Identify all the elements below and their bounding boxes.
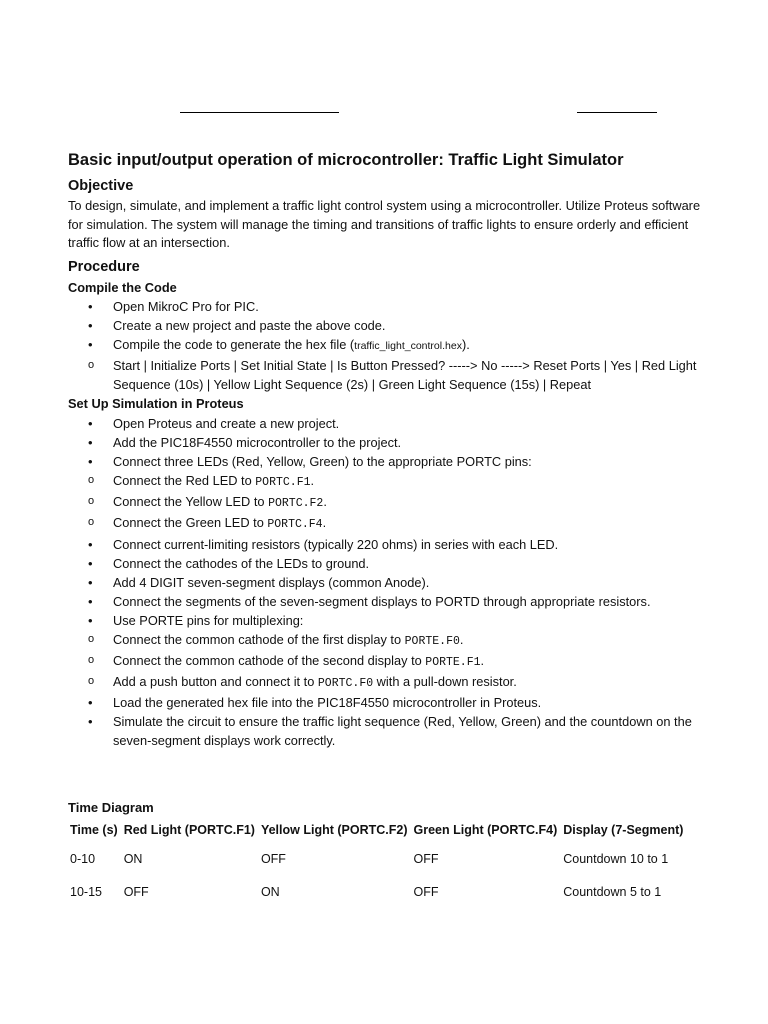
list-item-text: Add a push button and connect it to	[113, 674, 318, 690]
table-cell: 0-10	[70, 851, 96, 866]
table-cell: ON	[123, 851, 143, 866]
list-item-suffix: .	[459, 632, 464, 647]
objective-text: To design, simulate, and implement a traffic light control system using a microcontroller. Utilize Proteus software for simulation. The system will manage the timing and transitions of traffic lights to ensure orderly and efficient traffic flow at an intersection.	[68, 198, 701, 250]
pin-code: PORTC.F0	[317, 677, 374, 691]
procedure-heading: Procedure	[68, 258, 140, 275]
list-item	[68, 492, 708, 513]
list-item-text: Connect the segments of the seven-segment displays to PORTD through appropriate resistors.	[113, 593, 651, 609]
time-diagram-table	[68, 818, 697, 908]
pin-code: PORTC.F4	[267, 518, 323, 532]
table-body	[68, 842, 697, 908]
list-item-text: Connect the Red LED to	[113, 473, 256, 489]
list-item	[68, 513, 708, 534]
bullet-icon: •	[88, 714, 93, 730]
table-cell: Countdown 5 to 1	[563, 884, 662, 899]
list-item-suffix: with a pull-down resistor.	[373, 674, 517, 690]
list-item	[68, 297, 708, 316]
column-header: Green Light (PORTC.F4)	[413, 823, 558, 837]
list-item	[68, 535, 708, 554]
list-item	[68, 554, 708, 573]
list-item	[68, 452, 708, 471]
bullet-icon: •	[88, 299, 93, 314]
bullet-icon: •	[88, 435, 93, 451]
page-title: Basic input/output operation of microcontroller: Traffic Light Simulator	[68, 151, 624, 169]
list-item	[68, 651, 708, 672]
list-item	[68, 630, 708, 651]
bullet-icon: •	[88, 415, 93, 431]
table-cell: 10-15	[70, 884, 102, 899]
circle-bullet-icon: o	[88, 675, 95, 688]
list-item	[68, 414, 708, 433]
list-item-text: Simulate the circuit to ensure the traffic light sequence (Red, Yellow, Green) and the countdown on the seven-segment displays work correctly.	[113, 714, 692, 749]
list-item-text: Connect the Yellow LED to	[113, 494, 269, 510]
list-item	[68, 573, 708, 592]
list-item-suffix: .	[323, 494, 327, 510]
pin-code: PORTE.F1	[425, 656, 481, 670]
table-cell: ON	[260, 884, 280, 899]
column-header: Yellow Light (PORTC.F2)	[260, 823, 408, 837]
document-body	[68, 149, 708, 751]
list-item-text: Create a new project and paste the above code.	[113, 318, 386, 334]
blank-line-left	[180, 112, 339, 113]
list-item-text: Connect the Green LED to	[113, 515, 268, 531]
list-item-text: Connect the cathodes of the LEDs to ground.	[113, 555, 370, 571]
bullet-icon: •	[88, 695, 93, 711]
list-item-text: Start | Initialize Ports | Set Initial State | Is Button Pressed? -----> No -----> Reset Ports | Yes | Red Light Sequence (10s) | Yellow Light Sequence (2s) | Green Light Sequence (15s) | Repeat	[113, 358, 697, 393]
column-header: Time (s)	[70, 823, 118, 837]
bullet-icon: •	[88, 612, 93, 628]
table-cell: OFF	[260, 851, 286, 866]
list-item-text: Load the generated hex file into the PIC18F4550 microcontroller in Proteus.	[113, 695, 542, 711]
list-item-text: Connect current-limiting resistors (typically 220 ohms) in series with each LED.	[113, 536, 559, 552]
filename-text: traffic_light_control.hex	[354, 340, 462, 353]
list-item-text: Connect three LEDs (Red, Yellow, Green) to the appropriate PORTC pins:	[113, 454, 532, 470]
bullet-icon: •	[88, 574, 93, 590]
table-cell: OFF	[413, 851, 439, 866]
circle-bullet-icon: o	[88, 359, 95, 372]
table-row	[68, 842, 697, 875]
list-item-text: Add 4 DIGIT seven-segment displays (common Anode).	[113, 574, 430, 590]
list-item	[68, 611, 708, 630]
blank-line-right	[577, 112, 657, 113]
list-item-suffix: .	[480, 653, 485, 669]
circle-bullet-icon: o	[88, 654, 95, 667]
pin-code: PORTE.F0	[404, 635, 460, 648]
table-row	[68, 875, 697, 908]
objective-heading: Objective	[68, 178, 134, 194]
column-header: Display (7-Segment)	[563, 823, 684, 837]
simulation-steps-list	[68, 414, 708, 751]
list-item	[68, 356, 708, 394]
list-item-text: Connect the common cathode of the second display to	[113, 653, 426, 669]
bullet-icon: •	[88, 593, 93, 609]
list-item-text: Open MikroC Pro for PIC.	[113, 299, 259, 314]
bullet-icon: •	[88, 337, 93, 353]
bullet-icon: •	[88, 454, 93, 470]
circle-bullet-icon: o	[88, 495, 95, 508]
bullet-icon: •	[88, 536, 93, 552]
list-item-suffix: .	[322, 515, 327, 531]
list-item	[68, 672, 708, 693]
simulation-heading: Set Up Simulation in Proteus	[68, 396, 244, 412]
list-item-text: Add the PIC18F4550 microcontroller to the project.	[113, 435, 402, 451]
list-item	[68, 433, 708, 452]
compile-heading: Compile the Code	[68, 279, 177, 295]
list-item-text: Open Proteus and create a new project.	[113, 415, 340, 431]
pin-code: PORTC.F1	[255, 476, 311, 490]
table-cell: OFF	[413, 884, 439, 899]
list-item-suffix: .	[310, 473, 315, 489]
circle-bullet-icon: o	[88, 474, 95, 487]
circle-bullet-icon: o	[88, 633, 95, 645]
pin-code: PORTC.F2	[268, 497, 324, 511]
bullet-icon: •	[88, 555, 93, 571]
list-item	[68, 712, 708, 750]
list-item	[68, 471, 708, 492]
list-item-suffix: ).	[461, 337, 470, 353]
circle-bullet-icon: o	[88, 516, 95, 529]
time-diagram-heading: Time Diagram	[68, 800, 154, 815]
column-header: Red Light (PORTC.F1)	[123, 823, 255, 837]
list-item-text: Connect the common cathode of the first display to	[113, 632, 405, 647]
list-item-text: Compile the code to generate the hex file (	[113, 337, 355, 353]
table-header-row	[68, 818, 697, 842]
bullet-icon: •	[88, 318, 93, 334]
list-item	[68, 316, 708, 335]
list-item	[68, 335, 708, 356]
list-item-text: Use PORTE pins for multiplexing:	[113, 612, 304, 628]
table-cell: OFF	[123, 884, 149, 899]
list-item	[68, 693, 708, 712]
compile-steps-list	[68, 297, 708, 394]
list-item	[68, 592, 708, 611]
table-cell: Countdown 10 to 1	[563, 851, 669, 866]
